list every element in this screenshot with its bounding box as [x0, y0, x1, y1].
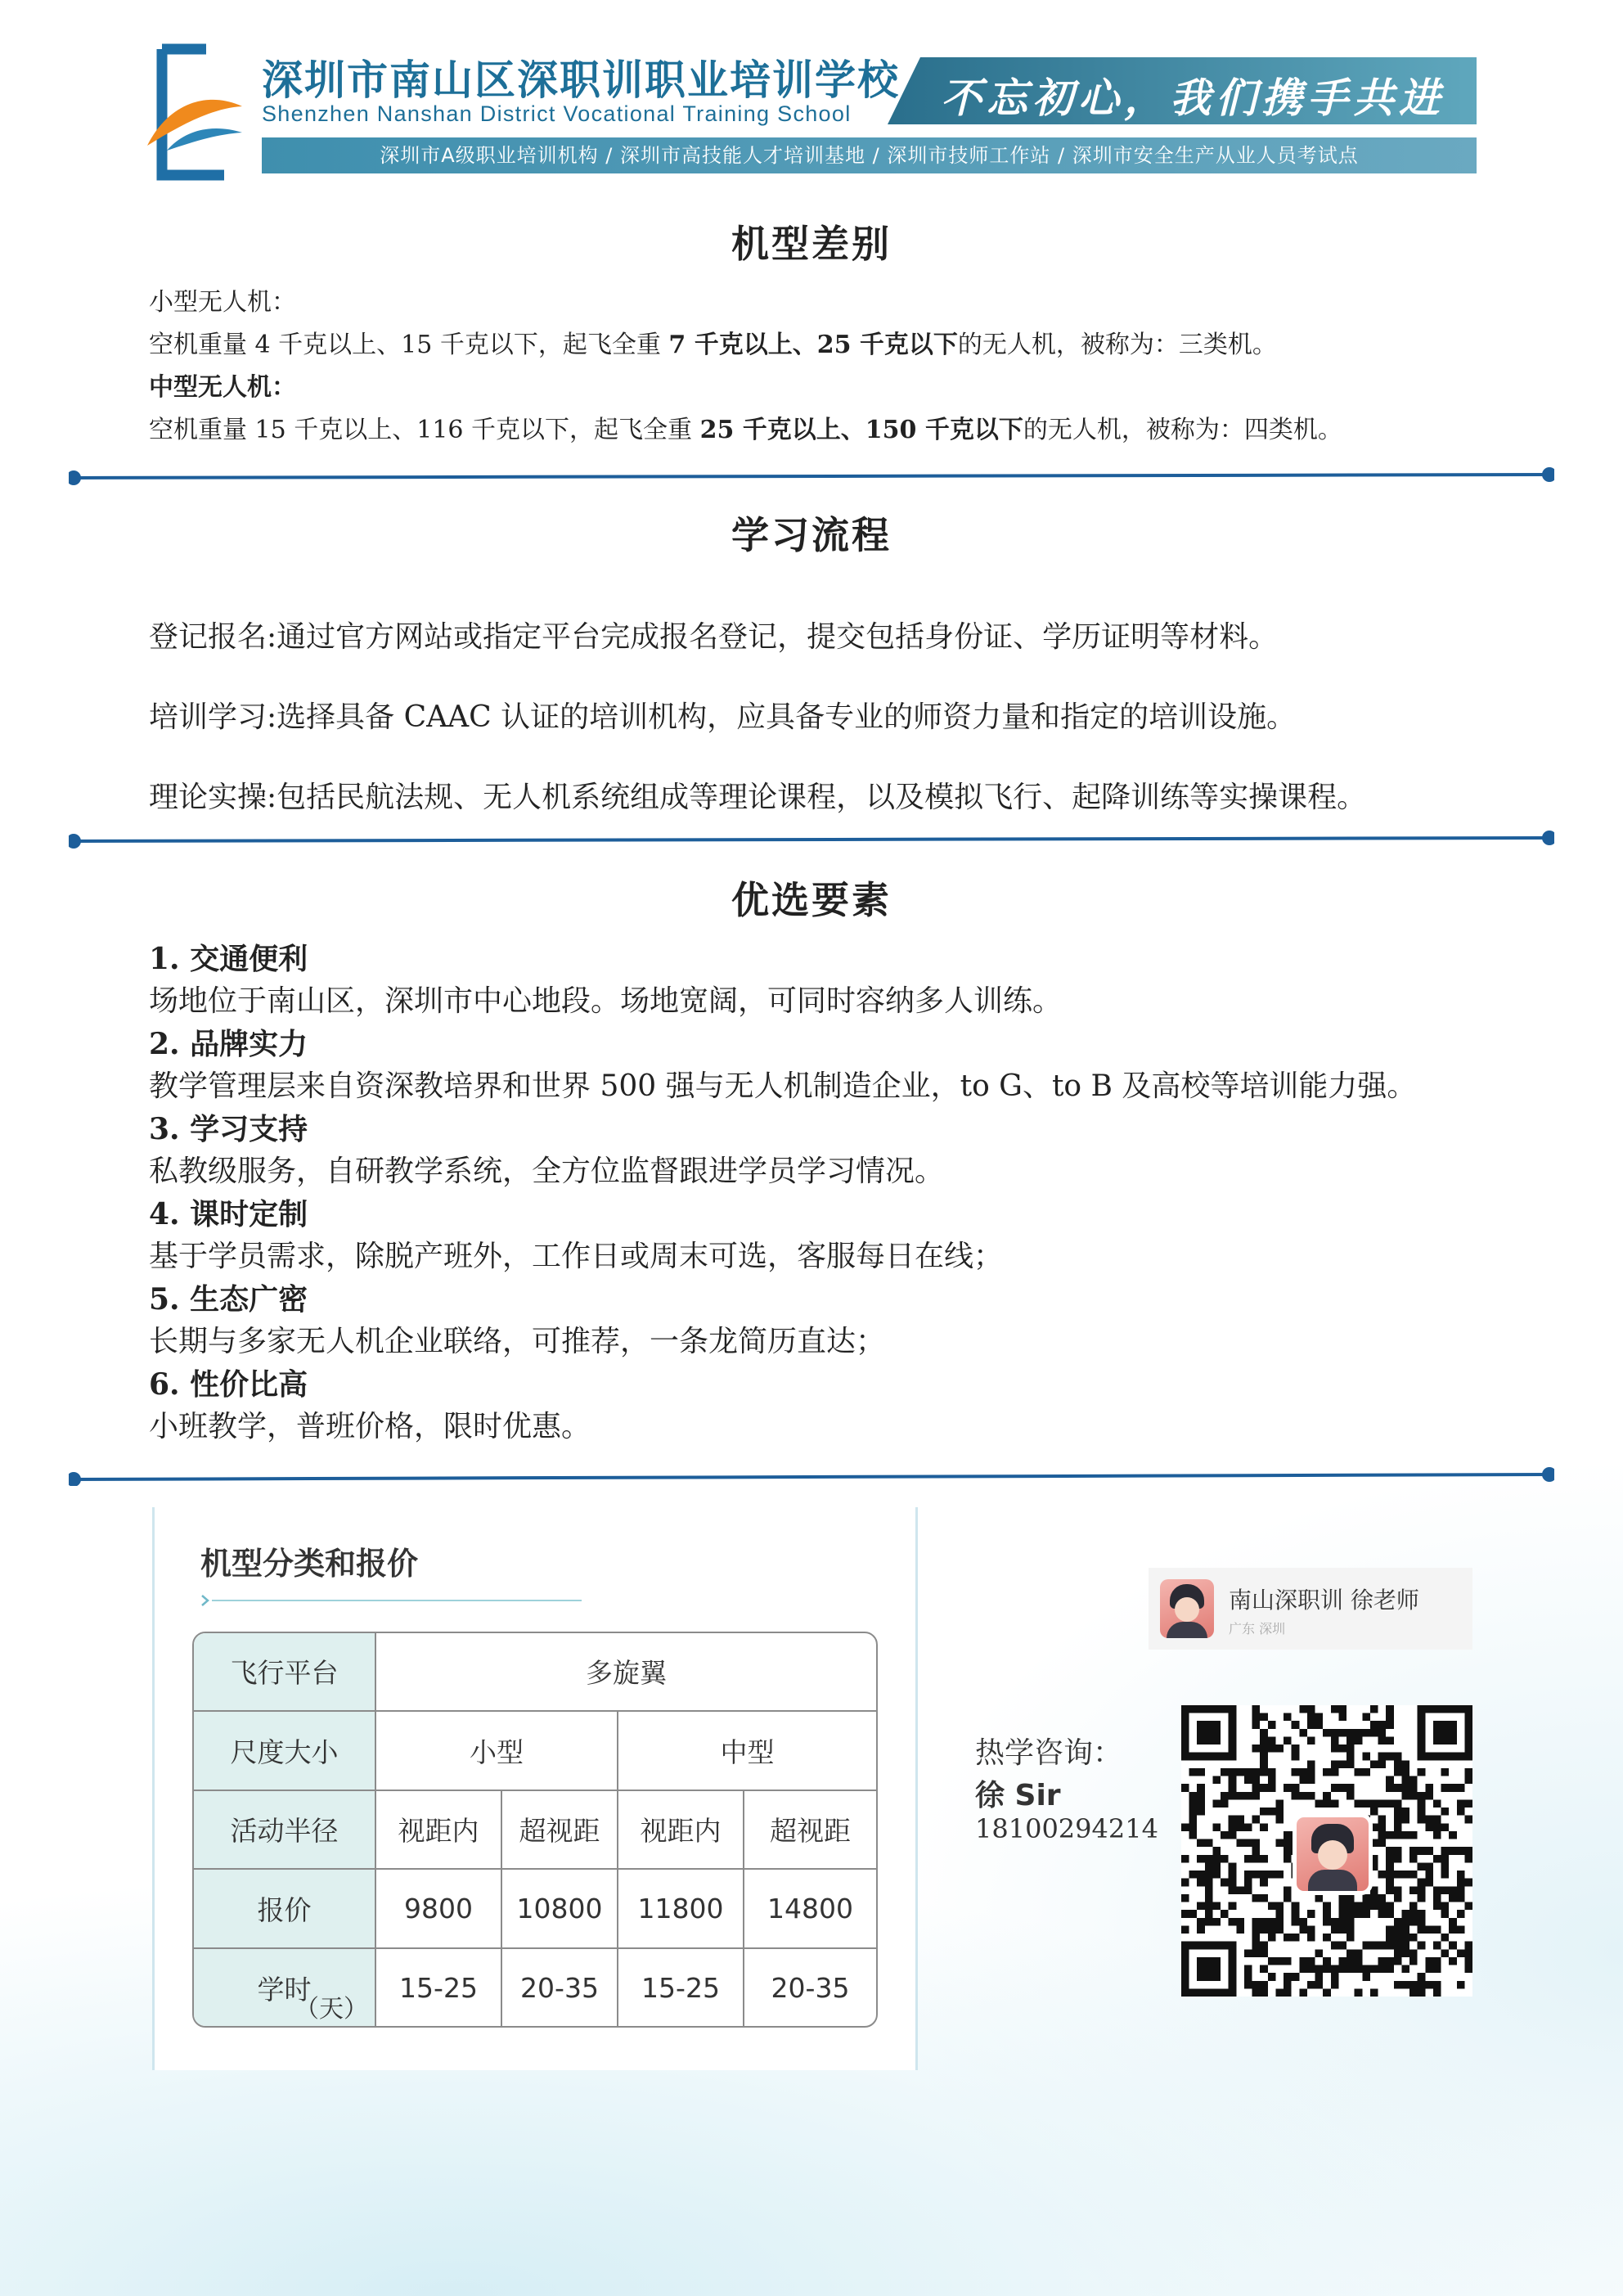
small-drone-label: 小型无人机： [149, 288, 296, 317]
table-cell: 14800 [744, 1869, 876, 1948]
advantage-body: 教学管理层来自资深教培界和世界 500 强与无人机制造企业，to G、to B 及高校等培训能力强。 [149, 1069, 1417, 1103]
school-name-chinese: 深圳市南山区深职训职业培训学校 [262, 56, 900, 104]
medium-weight-highlight: 25 千克以上、150 千克以下 [699, 416, 1023, 444]
advantage-body: 私教级服务，自研教学系统，全方位监督跟进学员学习情况。 [149, 1155, 945, 1188]
hours-label: 学时 [257, 1973, 312, 2006]
advantage-body: 基于学员需求，除脱产班外，工作日或周末可选，客服每日在线； [149, 1240, 1004, 1273]
table-cell: 10800 [501, 1869, 618, 1948]
table-cell: 超视距 [744, 1790, 876, 1870]
table-cell: 11800 [618, 1869, 744, 1948]
row-label-price: 报价 [194, 1869, 375, 1948]
small-weight-highlight: 7 千克以上、25 千克以下 [668, 331, 958, 359]
medium-drone-label: 中型无人机： [149, 373, 296, 402]
platform-value: 多旋翼 [375, 1633, 876, 1711]
qr-center-avatar [1293, 1813, 1373, 1895]
row-label-hours [194, 1948, 375, 2026]
small-text-tail: 的无人机，被称为：三类机。 [957, 331, 1277, 359]
advantage-body: 长期与多家无人机企业联络，可推荐，一条龙简历直达； [149, 1325, 886, 1358]
contact-label: 热学咨询： [975, 1736, 1123, 1770]
model-info-block [149, 281, 1342, 452]
row-label-size: 尺度大小 [194, 1711, 375, 1790]
advantage-heading: 5. 生态广密 [149, 1282, 308, 1317]
medium-text-tail: 的无人机，被称为：四类机。 [1023, 416, 1342, 444]
table-cell: 15-25 [618, 1948, 744, 2026]
size-medium: 中型 [618, 1711, 876, 1790]
wechat-profile-card [1149, 1568, 1472, 1650]
table-row [194, 1633, 876, 1711]
table-cell: 视距内 [618, 1790, 744, 1870]
medium-text-part: 空机重量 15 千克以上、116 千克以下，起飞全重 [149, 416, 700, 444]
slogan-text: 不忘初心，我们携手共进 [941, 74, 1445, 122]
accreditation-bar: 深圳市A级职业培训机构 / 深圳市高技能人才培训基地 / 深圳市技师工作站 / 深圳市安全生产从业人员考试点 [262, 137, 1477, 173]
advantage-heading: 1. 交通便利 [149, 942, 308, 976]
process-step-practice: 理论实操:包括民航法规、无人机系统组成等理论课程，以及模拟飞行、起降训练等实操课程。 [149, 781, 1367, 814]
table-cell: 20-35 [744, 1948, 876, 2026]
small-text-part: 空机重量 4 千克以上、15 千克以下，起飞全重 [149, 331, 669, 359]
section-title-model-difference: 机型差别 [731, 222, 892, 266]
section-divider [69, 466, 1554, 486]
section-divider [69, 830, 1554, 849]
wechat-name: 南山深职训 徐老师 [1229, 1587, 1419, 1614]
title-underline [200, 1592, 585, 1609]
school-name-english: Shenzhen Nanshan District Vocational Training School [262, 101, 852, 126]
table-row [194, 1948, 876, 2026]
process-step-register: 登记报名:通过官方网站或指定平台完成报名登记，提交包括身份证、学历证明等材料。 [149, 620, 1279, 654]
advantage-body: 小班教学，普班价格，限时优惠。 [149, 1410, 591, 1443]
table-row [194, 1711, 876, 1790]
row-label-platform: 飞行平台 [194, 1633, 375, 1711]
advantage-heading: 3. 学习支持 [149, 1112, 308, 1146]
size-small: 小型 [375, 1711, 618, 1790]
advantage-heading: 6. 性价比高 [149, 1367, 308, 1402]
section-title-advantages: 优选要素 [731, 878, 892, 922]
row-label-radius: 活动半径 [194, 1790, 375, 1870]
price-table [192, 1632, 878, 2028]
advantage-heading: 2. 品牌实力 [149, 1027, 308, 1061]
process-step-training: 培训学习:选择具备 CAAC 认证的培训机构，应具备专业的师资力量和指定的培训设施。 [149, 700, 1297, 734]
section-divider [69, 1466, 1554, 1486]
table-row [194, 1790, 876, 1870]
table-cell: 视距内 [375, 1790, 501, 1870]
price-table-card [152, 1507, 918, 2070]
table-row [194, 1869, 876, 1948]
hours-unit: （天） [294, 1995, 368, 2024]
medium-drone-text [149, 409, 1342, 452]
table-cell: 9800 [375, 1869, 501, 1948]
table-cell: 20-35 [501, 1948, 618, 2026]
contact-phone[interactable]: 18100294214 [975, 1813, 1158, 1844]
wechat-location: 广东 深圳 [1229, 1621, 1286, 1636]
school-logo [146, 43, 244, 182]
price-table-title: 机型分类和报价 [200, 1546, 419, 1582]
small-drone-text [149, 324, 1342, 367]
advantages-list [149, 938, 1416, 1448]
contact-name: 徐 Sir [975, 1779, 1061, 1812]
section-title-learning-process: 学习流程 [731, 513, 892, 557]
advantage-heading: 4. 课时定制 [149, 1197, 308, 1231]
avatar [1160, 1579, 1214, 1638]
table-cell: 超视距 [501, 1790, 618, 1870]
table-cell: 15-25 [375, 1948, 501, 2026]
advantage-body: 场地位于南山区，深圳市中心地段。场地宽阔，可同时容纳多人训练。 [149, 984, 1063, 1018]
